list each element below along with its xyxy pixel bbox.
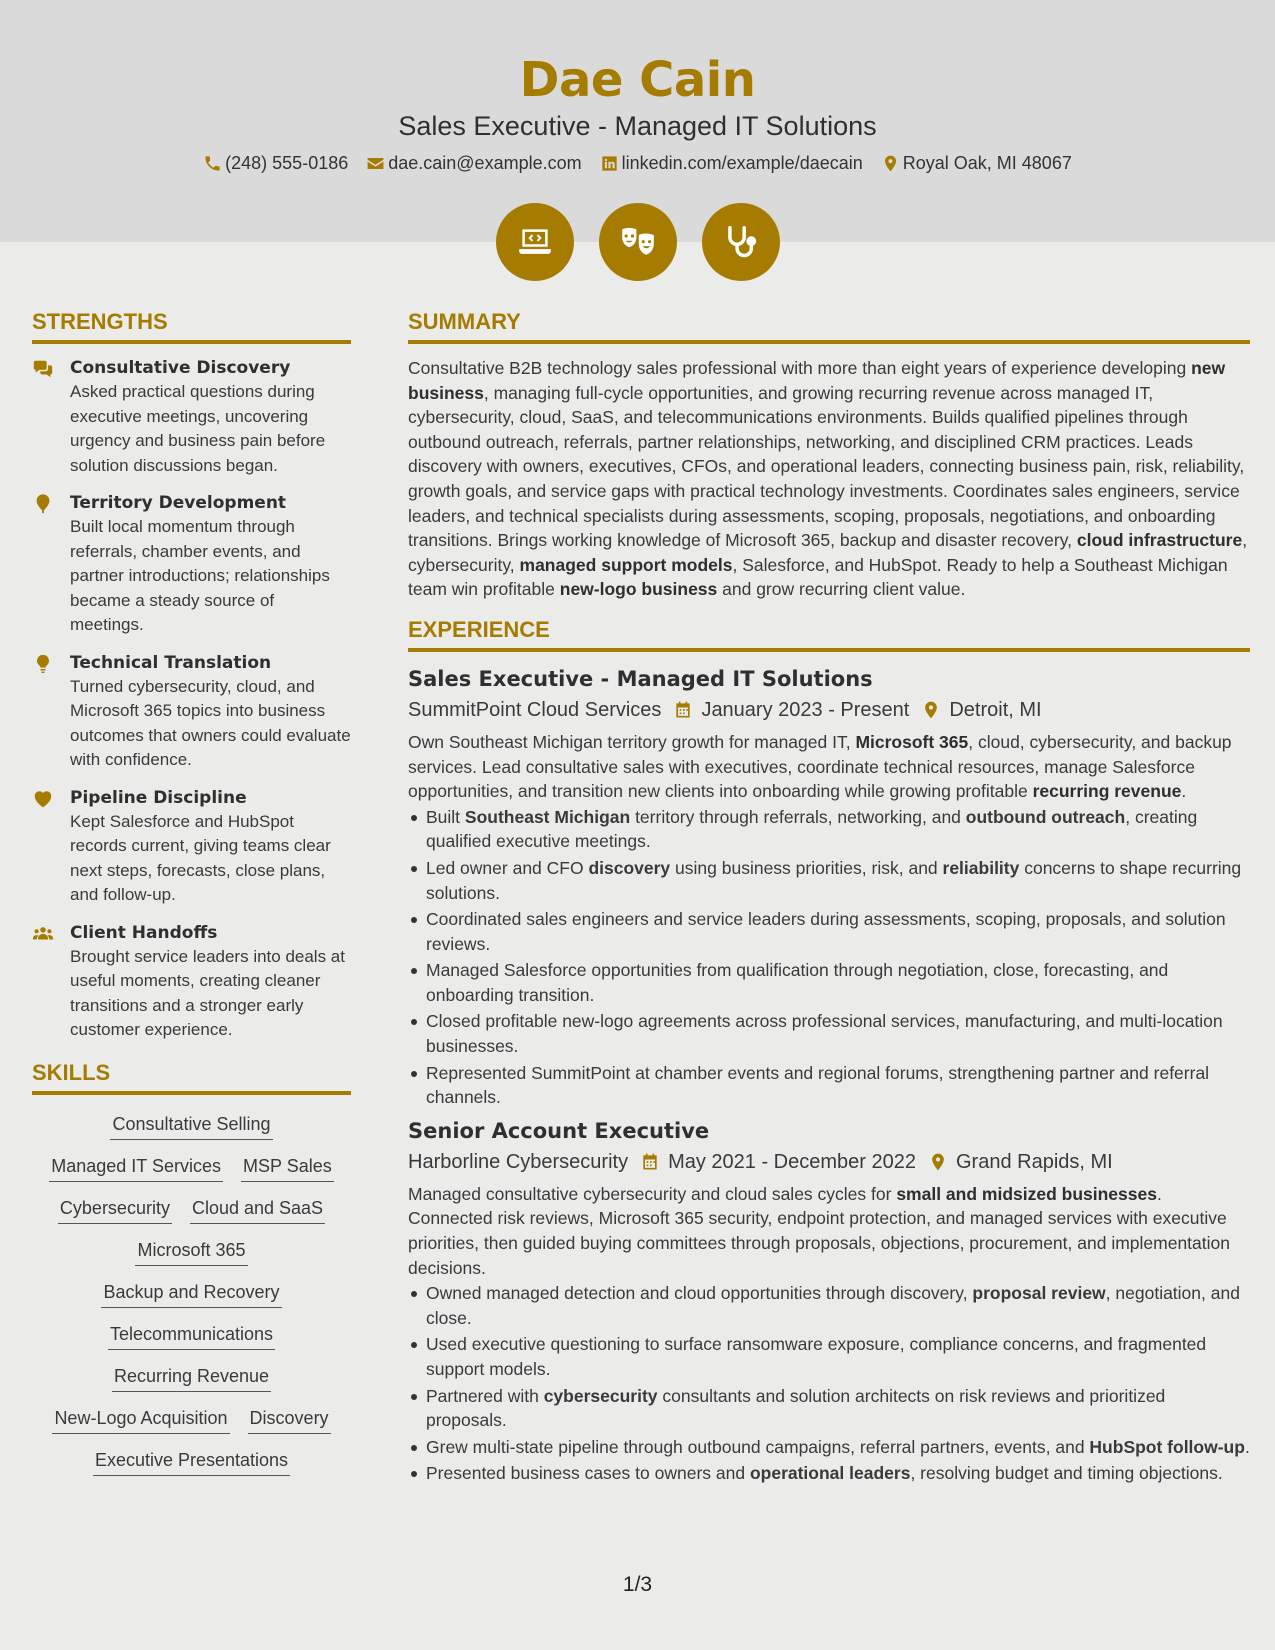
list-item — [408, 907, 1250, 956]
text-run: concerns to shape recurring solutions. — [426, 857, 1242, 903]
job-bullets — [408, 1281, 1250, 1486]
theater-masks-icon — [619, 223, 657, 261]
list-item — [408, 1435, 1250, 1460]
text-run: . Connected risk reviews, Microsoft 365 security, endpoint protection, and managed services with executive priorities, then guided buying committees through proposals, objections, procurement, and implementation decisions. — [408, 1183, 1230, 1278]
skill-row — [101, 1277, 281, 1308]
strengths-heading: STRENGTHS — [32, 308, 351, 344]
text-run: Presented business cases to owners and — [426, 1463, 750, 1484]
text-run: Built — [426, 806, 465, 827]
job-dates: January 2023 - Present — [701, 698, 910, 721]
text-run: , negotiation, and close. — [426, 1283, 1240, 1328]
envelope-icon — [366, 154, 385, 173]
list-item — [408, 1332, 1250, 1381]
text-run: . — [1244, 1436, 1250, 1457]
calendar-icon — [673, 700, 693, 720]
job-bullets — [408, 805, 1250, 1110]
job-summary — [408, 730, 1250, 804]
map-pin-icon — [881, 154, 900, 173]
list-item — [408, 1281, 1250, 1330]
skill-tag: Managed IT Services — [49, 1151, 223, 1182]
skill-row — [93, 1445, 290, 1476]
skill-tag: Cloud and SaaS — [190, 1193, 325, 1224]
emphasis-text: new business — [408, 358, 1226, 403]
experience-heading: EXPERIENCE — [408, 616, 1250, 652]
skill-tag: Executive Presentations — [93, 1445, 290, 1476]
job-title: Sales Executive - Managed IT Solutions — [408, 666, 873, 691]
laptop-code-badge — [496, 203, 574, 281]
calendar-icon — [640, 1152, 660, 1172]
skill-row — [112, 1361, 271, 1392]
laptop-code-icon — [516, 223, 554, 261]
list-item — [408, 856, 1250, 905]
job-summary — [408, 1182, 1250, 1280]
page-number: 1/3 — [622, 1573, 653, 1596]
text-run: Coordinated sales engineers and service leaders during assessments, scoping, proposals, and solution reviews. — [426, 909, 1226, 954]
list-item — [408, 805, 1250, 854]
lightbulb-icon — [32, 653, 54, 675]
skill-row — [110, 1109, 272, 1140]
strength-item — [32, 491, 351, 638]
job-company: SummitPoint Cloud Services — [408, 698, 662, 721]
strength-desc: Brought service leaders into deals at useful moments, creating cleaner transitions and a stronger early customer experience. — [70, 946, 345, 1039]
map-pin-icon — [928, 1152, 948, 1172]
strength-desc: Built local momentum through referrals, chamber events, and partner introductions; relationships became a steady source of meetings. — [70, 517, 330, 634]
job-title: Senior Account Executive — [408, 1118, 710, 1143]
heart-icon — [32, 788, 54, 810]
text-run: Used executive questioning to surface ransomware exposure, compliance concerns, and fragmented support models. — [426, 1334, 1207, 1379]
contact-phone-text: (248) 555-0186 — [225, 153, 349, 173]
job-entry — [408, 664, 1250, 1110]
text-run: Led owner and CFO — [426, 857, 589, 878]
left-column — [32, 308, 351, 1476]
emphasis-text: cloud infrastructure — [1076, 530, 1243, 551]
contact-phone[interactable] — [203, 150, 348, 176]
skill-tag: Consultative Selling — [110, 1109, 272, 1140]
strength-item — [32, 921, 351, 1043]
list-item — [408, 1061, 1250, 1110]
contact-bar — [0, 150, 1275, 176]
text-run: Partnered with — [426, 1385, 544, 1406]
strength-title: Territory Development — [70, 493, 287, 513]
text-run: Owned managed detection and cloud opportunities through discovery, — [426, 1283, 973, 1304]
job-location: Grand Rapids, MI — [956, 1150, 1113, 1173]
users-icon — [32, 923, 54, 945]
contact-location — [881, 150, 1072, 176]
skill-tag: Backup and Recovery — [101, 1277, 281, 1308]
text-run: , cloud, cybersecurity, and backup services. Lead consultative sales with executives, coordinate technical resources, manage Salesforce opportunities, and transition new clients into onboarding while growing profitable — [408, 731, 1232, 802]
text-run: , creating qualified executive meetings. — [426, 806, 1198, 852]
strength-item — [32, 651, 351, 773]
text-run: Closed profitable new-logo agreements across professional services, manufacturing, and multi-location businesses. — [426, 1011, 1223, 1057]
emphasis-text: outbound outreach — [965, 806, 1126, 827]
contact-email-text: dae.cain@example.com — [388, 153, 582, 173]
phone-icon — [203, 154, 222, 173]
strength-title: Pipeline Discipline — [70, 787, 247, 808]
contact-linkedin[interactable] — [600, 150, 863, 176]
map-pin-icon — [32, 493, 54, 515]
linkedin-icon — [600, 154, 619, 173]
candidate-name: Dae Cain — [519, 52, 756, 108]
emphasis-text: Microsoft 365 — [855, 731, 969, 752]
list-item — [408, 958, 1250, 1007]
skill-tag: Discovery — [248, 1403, 331, 1434]
strength-item — [32, 786, 351, 908]
strength-desc: Turned cybersecurity, cloud, and Microsoft 365 topics into business outcomes that owners could evaluate with confidence. — [70, 676, 351, 769]
strength-item — [32, 356, 351, 478]
strength-title: Client Handoffs — [70, 922, 218, 943]
skill-row — [58, 1193, 325, 1224]
candidate-headline: Sales Executive - Managed IT Solutions — [398, 111, 877, 141]
text-run: , resolving budget and timing objections. — [910, 1463, 1223, 1484]
stethoscope-badge — [702, 203, 780, 281]
skill-row — [49, 1151, 333, 1182]
comments-icon — [32, 358, 54, 380]
skill-tag: Recurring Revenue — [112, 1361, 271, 1392]
text-run: . — [1181, 781, 1187, 802]
skill-tag: Telecommunications — [108, 1319, 275, 1350]
strength-desc: Kept Salesforce and HubSpot records current, giving teams clear next steps, forecasts, close plans, and follow-up. — [70, 811, 331, 904]
skill-tag: MSP Sales — [241, 1151, 334, 1182]
list-item — [408, 1009, 1250, 1058]
text-run: Represented SummitPoint at chamber events and regional forums, strengthening partner and referral channels. — [426, 1062, 1210, 1108]
emphasis-text: operational leaders — [749, 1463, 911, 1484]
text-run: territory through referrals, networking, and — [630, 806, 966, 827]
emphasis-text: reliability — [942, 857, 1020, 878]
job-location: Detroit, MI — [949, 698, 1042, 721]
text-run: Own Southeast Michigan territory growth for managed IT, — [408, 731, 856, 752]
skill-tag: Microsoft 365 — [135, 1235, 247, 1266]
emphasis-text: managed support models — [519, 554, 733, 575]
emphasis-text: small and midsized businesses — [896, 1183, 1157, 1204]
skill-row — [52, 1403, 330, 1434]
emphasis-text: discovery — [588, 857, 671, 878]
contact-email[interactable] — [366, 150, 581, 176]
text-run: Grew multi-state pipeline through outbound campaigns, referral partners, events, and — [426, 1436, 1090, 1457]
strength-title: Consultative Discovery — [70, 358, 291, 378]
theater-masks-badge — [599, 203, 677, 281]
contact-linkedin-text: linkedin.com/example/daecain — [621, 153, 863, 173]
skill-row — [135, 1235, 247, 1266]
hobby-icons — [0, 203, 1275, 281]
emphasis-text: recurring revenue — [1032, 781, 1182, 802]
job-dates: May 2021 - December 2022 — [668, 1150, 916, 1173]
text-run: consultants and solution architects on risk reviews and prioritized proposals. — [426, 1385, 1166, 1431]
strength-title: Technical Translation — [70, 652, 272, 673]
emphasis-text: HubSpot follow-up — [1089, 1436, 1245, 1457]
strength-desc: Asked practical questions during executive meetings, uncovering urgency and business pain before solution discussions began. — [70, 382, 326, 475]
text-run: and grow recurring client value. — [717, 579, 966, 600]
skill-tag: Cybersecurity — [58, 1193, 172, 1224]
contact-location-text: Royal Oak, MI 48067 — [902, 153, 1072, 173]
text-run: Consultative B2B technology sales professional with more than eight years of experience developing — [408, 358, 1192, 378]
summary-heading: SUMMARY — [408, 308, 1250, 344]
text-run: Managed Salesforce opportunities from qualification through negotiation, close, forecasting, and onboarding transition. — [426, 960, 1169, 1005]
map-pin-icon — [921, 700, 941, 720]
experience-list — [408, 664, 1250, 1486]
skill-tag: New-Logo Acquisition — [52, 1403, 229, 1434]
job-meta — [408, 1146, 1250, 1178]
text-run: , cybersecurity, — [408, 530, 1248, 575]
text-run: using business priorities, risk, and — [670, 857, 943, 878]
skill-row — [108, 1319, 275, 1350]
emphasis-text: cybersecurity — [543, 1385, 658, 1406]
summary-text — [408, 356, 1250, 602]
emphasis-text: new-logo business — [559, 579, 718, 600]
text-run: Managed consultative cybersecurity and cloud sales cycles for — [408, 1183, 897, 1204]
right-column — [408, 308, 1250, 1492]
list-item — [408, 1461, 1250, 1486]
skills-list — [32, 1107, 351, 1476]
job-entry — [408, 1116, 1250, 1486]
emphasis-text: Southeast Michigan — [464, 806, 631, 827]
job-meta — [408, 694, 1250, 726]
list-item — [408, 1384, 1250, 1433]
text-run: , Salesforce, and HubSpot. Ready to help a Southeast Michigan team win profitable — [408, 554, 1228, 600]
stethoscope-icon — [722, 223, 760, 261]
text-run: , managing full-cycle opportunities, and growing recurring revenue across managed IT, cybersecurity, cloud, SaaS, and telecommunications environments. Builds qualified pipelines through outbound outreach, referrals, partner relationships, networking, and disciplined CRM practices. Leads discovery with owners, executives, CFOs, and operational leaders, connecting business pain, risk, reliability, growth goals, and service gaps with practical technology investments. Coordinates sales engineers, service leaders, and technical specialists during assessments, scoping, proposals, negotiations, and onboarding transitions. Brings working knowledge of Microsoft 365, backup and disaster recovery, — [408, 382, 1245, 551]
skills-heading: SKILLS — [32, 1059, 351, 1095]
job-company: Harborline Cybersecurity — [408, 1150, 629, 1173]
emphasis-text: proposal review — [972, 1283, 1106, 1304]
